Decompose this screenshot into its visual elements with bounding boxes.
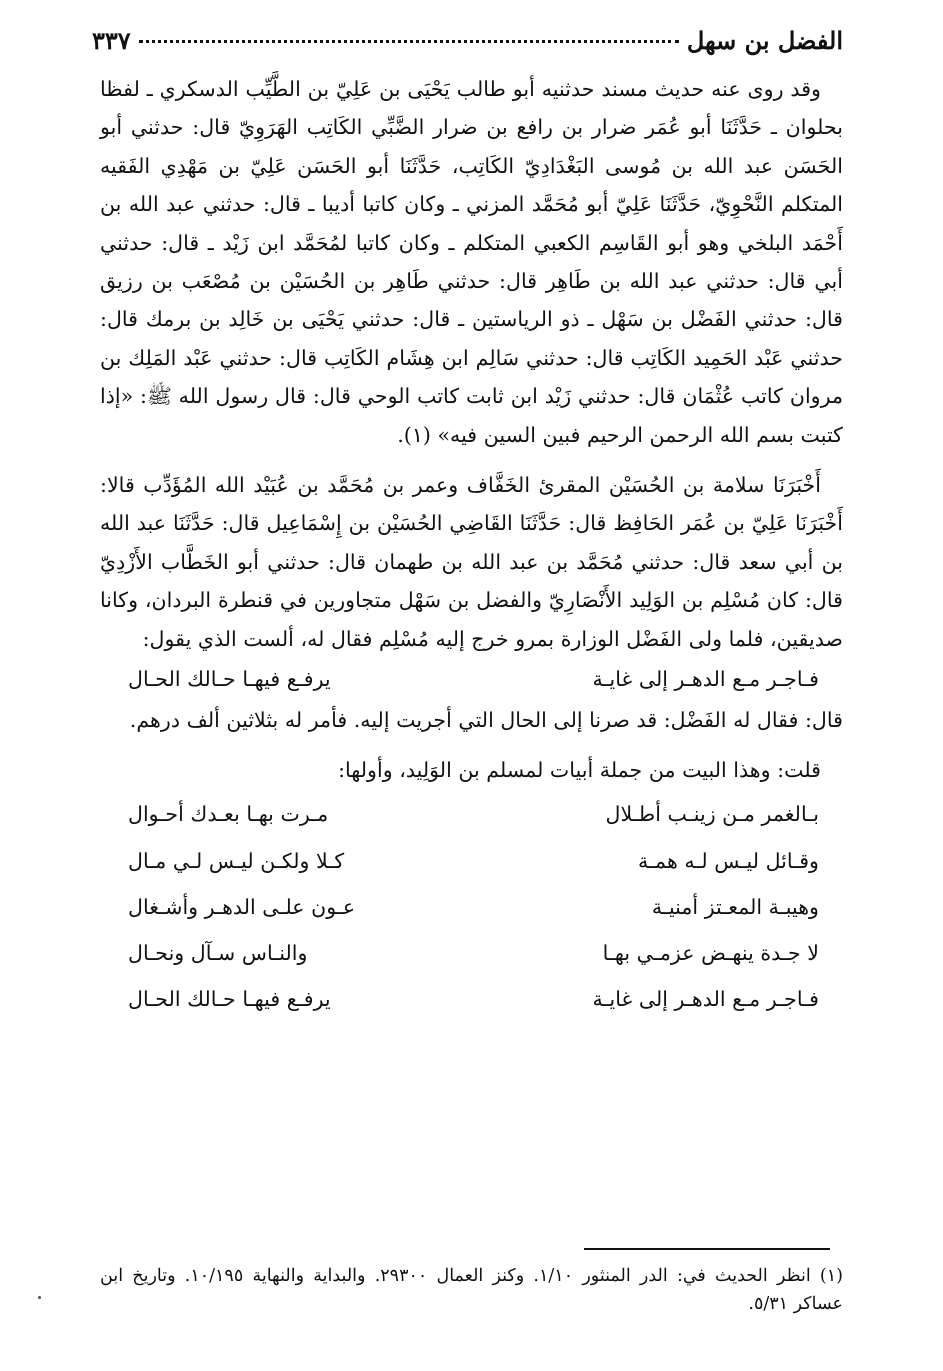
narrative-paragraph: قال: فقال له الفَضْل: قد صرنا إلى الحال التي أجريت إليه. فأمر له بثلاثين ألف درهم. <box>129 707 843 732</box>
chapter-title: الفضل بن سهل <box>686 26 843 55</box>
verse-first-hemistich: بـالغمر مـن زينـب أطـلال <box>605 802 819 827</box>
hadith-paragraph-2: أَخْبَرَنَا سلامة بن الحُسَيْن المقرئ الخَفَّاف وعمر بن مُحَمَّد بن عُبَيْد الله المُؤَدِّب قالا: أَخْبَرَنَا عَلِيّ بن عُمَر الحَافِظ قال: حَدَّثَنَا القَاضِي الحُسَيْن بن إِسْمَاعِيل قال: حَدَّثَنَا عبد الله بن أبي سعد قال: حدثني مُحَمَّد بن عبد الله بن طهمان قال: حدثني أبو الخَطَّاب الأَزْدِيّ قال: كان مُسْلِم بن الوَلِيد الأَنْصَارِيّ والفضل بن سَهْل متجاورين في قنطرة البردان، وكانا صديقين، فلما ولى الفَضْل الوزارة بمرو خرج إليه مُسْلِم فقال له، ألست الذي يقول: <box>100 473 843 651</box>
verse-line <box>100 660 843 698</box>
verse-second-hemistich: مـرت بهـا بعـدك أحـوال <box>128 802 329 827</box>
poem-intro: قلت: وهذا البيت من جملة أبيات لمسلم بن الوَلِيد، وأولها: <box>338 757 821 782</box>
scan-speck <box>38 1296 41 1299</box>
body-text <box>100 70 843 1023</box>
page-number: ٣٣٧ <box>92 26 131 55</box>
poem-verse <box>100 884 843 930</box>
verse-second-hemistich: والنـاس سـآل ونحـال <box>128 941 308 966</box>
poem-verse <box>100 977 843 1023</box>
poem <box>100 791 843 1022</box>
verse-second-hemistich: يرفـع فيهـا حـالك الحـال <box>128 987 331 1012</box>
footnote-divider <box>584 1248 830 1250</box>
verse-first-hemistich: لا جـدة ينهـض عزمـي بهـا <box>602 941 819 966</box>
poem-verse <box>100 930 843 976</box>
verse-second-hemistich: عـون علـى الدهـر وأشـغال <box>128 894 356 919</box>
verse-first-hemistich: فـاجـر مـع الدهـر إلى غايـة <box>592 987 819 1012</box>
running-header <box>92 26 843 60</box>
poem-verse <box>100 838 843 884</box>
header-leader-dots <box>139 40 679 43</box>
poem-verse <box>100 791 843 837</box>
verse-first-hemistich: وهيبـة المعـتز أمنيـة <box>651 894 819 919</box>
footnote: (١) انظر الحديث في: الدر المنثور ١/١٠. وكنز العمال ٢٩٣٠٠. والبداية والنهاية ١٠/١٩٥. وتاريخ ابن عساكر ٥/٣١. <box>100 1266 843 1314</box>
verse-second-hemistich: يرفـع فيهـا حـالك الحـال <box>128 667 331 692</box>
verse-first-hemistich: وقـائل ليـس لـه همـة <box>637 848 819 873</box>
verse-second-hemistich: كـلا ولكـن ليـس لـي مـال <box>128 848 345 873</box>
hadith-paragraph-1: وقد روى عنه حديث مسند حدثنيه أبو طالب يَحْيَى بن عَلِيّ بن الطَّيِّب الدسكري ـ لفظا بحلوان ـ حَدَّثَنَا أبو عُمَر ضرار بن رافع بن ضرار الضَّبِّي الكَاتِب الهَرَوِيّ قال: حدثني أبو الحَسَن عبد الله بن مُوسى البَغْدَادِيّ الكَاتِب، حَدَّثَنَا أبو الحَسَن عَلِيّ بن مَهْدِي الفَقيه المتكلم النَّحْوِيّ، حَدَّثَنَا عَلِيّ أبو مُحَمَّد المزني ـ وكان كاتبا أديبا ـ قال: حدثني عبد الله بن أَحْمَد البلخي وهو أبو القَاسِم الكعبي المتكلم ـ وكان كاتبا لمُحَمَّد ابن زَيْد ـ قال: حدثني أبي قال: حدثني عبد الله بن طَاهِر قال: حدثني طَاهِر بن الحُسَيْن بن مُصْعَب بن رزيق قال: حدثني الفَضْل بن سَهْل ـ ذو الرياستين ـ قال: حدثني يَحْيَى بن خَالِد بن برمك قال: حدثني عَبْد الحَمِيد الكَاتِب قال: حدثني سَالِم ابن هِشَام الكَاتِب قال: حدثني عَبْد المَلِك بن مروان كاتب عُثْمَان قال: حدثني زَيْد ابن ثابت كاتب الوحي قال: قال رسول الله ﷺ: «إذا كتبت بسم الله الرحمن الرحيم فبين السين فيه» (١). <box>100 77 843 447</box>
verse-first-hemistich: فـاجـر مـع الدهـر إلى غايـة <box>592 667 819 692</box>
